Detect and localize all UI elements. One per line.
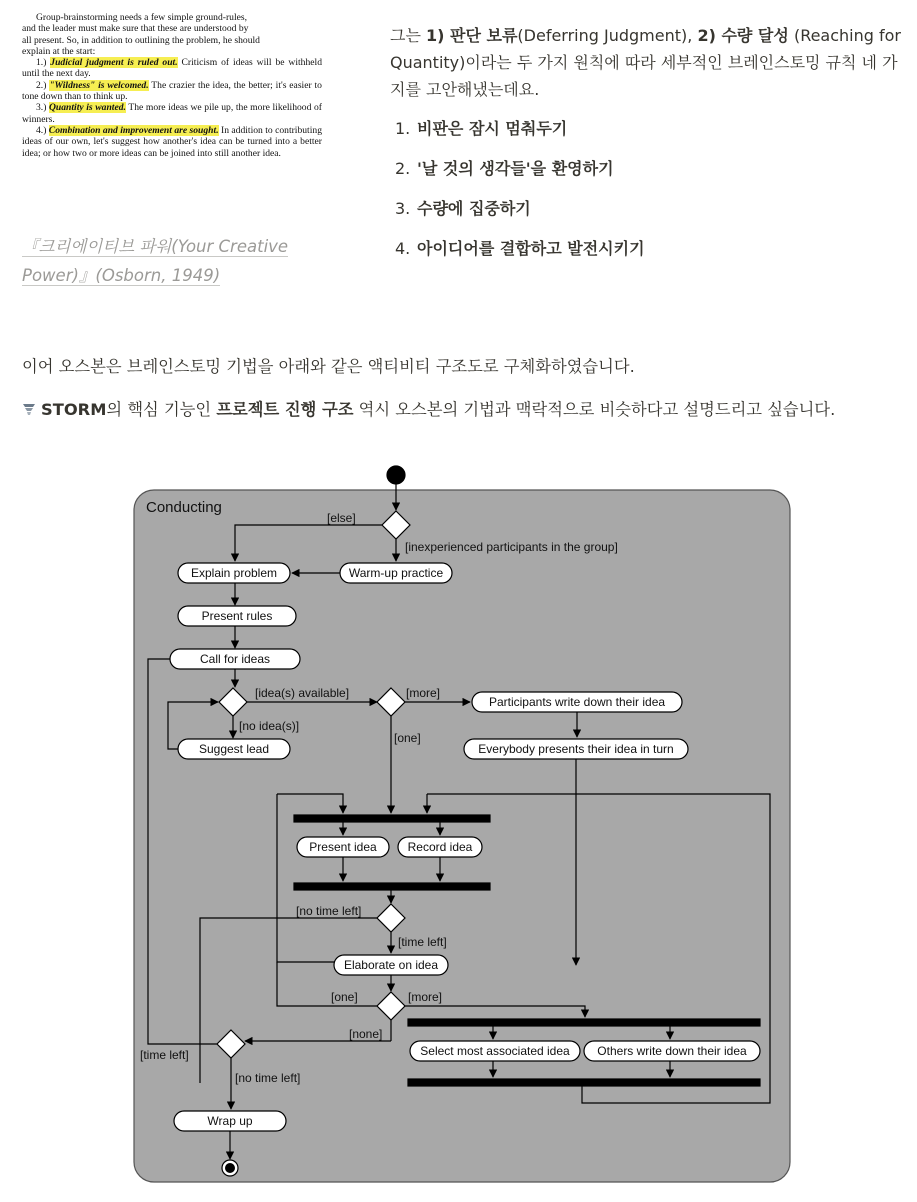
- fork-bar: [294, 815, 490, 822]
- rule-detail: In addition to contributing ideas of our own, let's suggest how another's idea can be turned into a better idea; or how two or more ideas can be joined into still another idea.: [22, 124, 322, 159]
- node-label: Others write down their idea: [597, 1044, 747, 1058]
- activity-diagram: [130, 465, 795, 1190]
- storm-link[interactable]: STORM: [41, 400, 107, 419]
- rules-list: [395, 118, 645, 278]
- activity-diagram-svg: [130, 465, 795, 1190]
- node-label: Record idea: [407, 840, 473, 854]
- excerpt-line: explain at the start:: [22, 45, 96, 57]
- excerpt-rule: [22, 57, 322, 80]
- intro-text: (Reaching for Quantity)이라는 두 가지 원칙에 따라 세부적인 브레인스토밍 규칙 네 가지를 고안해냈는데요.: [390, 26, 901, 99]
- scanned-book-excerpt: [22, 12, 322, 212]
- excerpt-line: Group-brainstorming needs a few simple ground-rules,: [36, 12, 248, 23]
- node-label: Explain problem: [190, 566, 278, 580]
- join-bar: [294, 883, 490, 890]
- guard-label: [one]: [394, 731, 421, 745]
- guard-label: [idea(s) available]: [255, 686, 350, 700]
- paragraph-text: 의 핵심 기능인: [106, 400, 217, 419]
- highlighted-rule: Combination and improvement are sought.: [48, 124, 219, 136]
- list-text: 아이디어를 결합하고 발전시키기: [417, 239, 645, 258]
- join-bar: [408, 1079, 760, 1086]
- guard-label: [more]: [408, 990, 443, 1004]
- node-label: Present idea: [309, 840, 377, 854]
- list-number: 3.: [395, 199, 411, 218]
- intro-paragraph: [390, 22, 910, 103]
- list-item: [395, 158, 645, 198]
- guard-label: [one]: [331, 990, 358, 1004]
- rule-detail: The more ideas we pile up, the more likelihood of winners.: [22, 102, 322, 125]
- fork-bar: [408, 1019, 760, 1026]
- node-label: Elaborate on idea: [343, 958, 439, 972]
- list-text: 수량에 집중하기: [417, 199, 531, 218]
- rule-number: 2.): [36, 79, 47, 91]
- node-label: Warm-up practice: [348, 566, 444, 580]
- guard-label: [time left]: [140, 1048, 189, 1062]
- list-number: 1.: [395, 119, 411, 138]
- frame-label: Conducting: [146, 499, 222, 516]
- node-label: Present rules: [201, 609, 273, 623]
- guard-label: [else]: [327, 511, 356, 525]
- guard-label: [no time left]: [296, 904, 362, 918]
- caption-link[interactable]: 『크리에이티브 파워(Your Creative Power)』(Osborn, 1949): [22, 237, 289, 285]
- node-label: Call for ideas: [199, 652, 271, 666]
- paragraph-text: 역시 오스본의 기법과 맥락적으로 비슷하다고 설명드리고 싶습니다.: [353, 400, 836, 419]
- list-text: 비판은 잠시 멈춰두기: [417, 119, 568, 138]
- list-item: [395, 238, 645, 278]
- paragraph: [22, 396, 902, 423]
- rule-detail: The crazier the idea, the better; it's easier to tone down than to think up.: [22, 79, 322, 103]
- excerpt-line: and the leader must make sure that these are understood by: [22, 23, 249, 35]
- initial-node: [387, 466, 405, 484]
- excerpt-rule: [22, 125, 322, 159]
- guard-label: [inexperienced participants in the group]: [405, 540, 618, 554]
- list-item: [395, 118, 645, 158]
- intro-bold: 2) 수량 달성: [697, 26, 789, 45]
- guard-label: [no time left]: [235, 1071, 301, 1085]
- rule-detail: Criticism of ideas will be withheld until the next day.: [22, 57, 323, 80]
- list-text: '날 것의 생각들'을 환영하기: [417, 159, 614, 178]
- node-label: Everybody presents their idea in turn: [478, 742, 674, 756]
- image-caption: [22, 232, 328, 290]
- node-label: Suggest lead: [198, 742, 270, 756]
- guard-label: [no idea(s)]: [239, 719, 300, 733]
- highlighted-rule: Quantity is wanted.: [49, 102, 126, 114]
- paragraph-bold: 프로젝트 진행 구조: [216, 400, 354, 419]
- rule-number: 3.): [36, 102, 47, 114]
- excerpt-line: all present. So, in addition to outlining the problem, he should: [22, 34, 260, 46]
- intro-bold: 1) 판단 보류: [426, 26, 518, 45]
- tornado-icon: [22, 402, 36, 416]
- conducting-frame: [134, 490, 790, 1182]
- highlighted-rule: Judicial judgment is ruled out.: [50, 57, 178, 69]
- rule-number: 4.): [36, 124, 47, 136]
- excerpt-rule: [22, 102, 322, 125]
- intro-text: (Deferring Judgment),: [517, 26, 698, 45]
- guard-label: [time left]: [398, 935, 447, 949]
- list-item: [395, 198, 645, 238]
- guard-label: [more]: [406, 686, 441, 700]
- intro-text: 그는: [390, 26, 426, 45]
- highlighted-rule: "Wildness" is welcomed.: [49, 79, 149, 91]
- paragraph: 이어 오스본은 브레인스토밍 기법을 아래와 같은 액티비티 구조도로 구체화하였습니다.: [22, 357, 635, 376]
- final-node-inner: [225, 1163, 235, 1173]
- guard-label: [none]: [349, 1027, 383, 1041]
- node-label: Wrap up: [207, 1114, 253, 1128]
- node-label: Participants write down their idea: [488, 695, 666, 709]
- excerpt-rule: [22, 80, 322, 103]
- node-label: Select most associated idea: [420, 1044, 570, 1058]
- list-number: 4.: [395, 239, 411, 258]
- rule-number: 1.): [36, 57, 47, 69]
- list-number: 2.: [395, 159, 411, 178]
